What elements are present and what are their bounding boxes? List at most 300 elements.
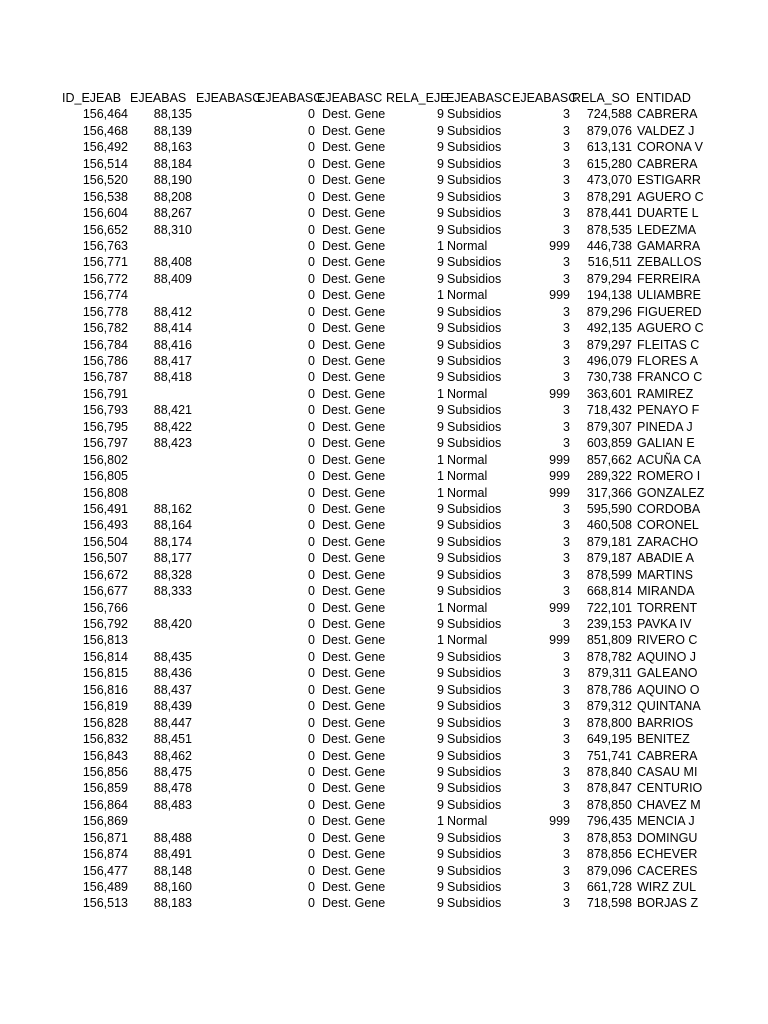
codigo-cell[interactable]: 3 [563,140,570,155]
id-cell[interactable]: 156,816 [82,682,128,697]
ejeabas-cell[interactable]: 88,414 [153,321,192,336]
tipo-cell[interactable]: Subsidios [447,715,502,730]
rela-eje-cell[interactable]: 9 [437,107,444,122]
zero-cell[interactable]: 0 [308,715,315,730]
codigo-cell[interactable]: 999 [549,238,570,253]
zero-cell[interactable]: 0 [308,847,315,862]
destino-cell[interactable]: Dest. Gene [322,584,386,599]
rela-eje-cell[interactable]: 1 [437,386,444,401]
rela-eje-cell[interactable]: 9 [437,551,444,566]
zero-cell[interactable]: 0 [308,469,315,484]
tipo-cell[interactable]: Subsidios [447,189,502,204]
rela-eje-cell[interactable]: 9 [437,732,444,747]
rela-so-cell[interactable]: 878,800 [586,715,632,730]
entidad-cell[interactable]: FIGUERED [637,304,702,319]
codigo-cell[interactable]: 3 [563,403,570,418]
destino-cell[interactable]: Dest. Gene [322,699,386,714]
destino-cell[interactable]: Dest. Gene [322,288,386,303]
rela-eje-cell[interactable]: 9 [437,501,444,516]
id-cell[interactable]: 156,507 [82,551,128,566]
zero-cell[interactable]: 0 [308,830,315,845]
rela-so-cell[interactable]: 879,296 [586,304,632,319]
zero-cell[interactable]: 0 [308,189,315,204]
rela-eje-cell[interactable]: 9 [437,715,444,730]
destino-cell[interactable]: Dest. Gene [322,732,386,747]
id-cell[interactable]: 156,791 [82,386,128,401]
ejeabas-cell[interactable]: 88,421 [153,403,192,418]
tipo-cell[interactable]: Subsidios [447,649,502,664]
entidad-cell[interactable]: BARRIOS [637,715,694,730]
entidad-cell[interactable]: ROMERO I [637,469,701,484]
rela-so-cell[interactable]: 595,590 [586,501,632,516]
tipo-cell[interactable]: Normal [447,452,488,467]
ejeabas-cell[interactable]: 88,478 [153,781,192,796]
codigo-cell[interactable]: 999 [549,485,570,500]
tipo-cell[interactable]: Subsidios [447,107,502,122]
codigo-cell[interactable]: 3 [563,123,570,138]
codigo-cell[interactable]: 3 [563,321,570,336]
id-cell[interactable]: 156,856 [82,764,128,779]
entidad-cell[interactable]: ZEBALLOS [637,255,702,270]
ejeabas-cell[interactable]: 88,177 [153,551,192,566]
rela-so-cell[interactable]: 796,435 [586,814,632,829]
zero-cell[interactable]: 0 [308,206,315,221]
entidad-cell[interactable]: AQUINO O [637,682,700,697]
entidad-cell[interactable]: WIRZ ZUL [637,880,697,894]
header-cell[interactable]: EJEABASC [196,91,262,105]
tipo-cell[interactable]: Subsidios [447,518,502,533]
tipo-cell[interactable]: Subsidios [447,847,502,862]
entidad-cell[interactable]: RIVERO C [637,633,698,648]
zero-cell[interactable]: 0 [308,436,315,451]
entidad-cell[interactable]: DOMINGU [637,830,698,845]
header-cell[interactable]: ID_EJEAB [62,91,122,105]
zero-cell[interactable]: 0 [308,288,315,303]
codigo-cell[interactable]: 3 [563,534,570,549]
zero-cell[interactable]: 0 [308,682,315,697]
codigo-cell[interactable]: 3 [563,880,570,894]
tipo-cell[interactable]: Subsidios [447,880,502,894]
codigo-cell[interactable]: 3 [563,781,570,796]
zero-cell[interactable]: 0 [308,255,315,270]
id-cell[interactable]: 156,795 [82,419,128,434]
rela-so-cell[interactable]: 878,853 [586,830,632,845]
tipo-cell[interactable]: Subsidios [447,354,502,368]
rela-eje-cell[interactable]: 1 [437,600,444,615]
rela-so-cell[interactable]: 878,847 [586,781,632,796]
id-cell[interactable]: 156,771 [82,255,128,270]
ejeabas-cell[interactable]: 88,135 [153,107,192,122]
codigo-cell[interactable]: 999 [549,452,570,467]
entidad-cell[interactable]: CORONA V [637,140,703,155]
tipo-cell[interactable]: Subsidios [447,764,502,779]
codigo-cell[interactable]: 3 [563,189,570,204]
entidad-cell[interactable]: ULIAMBRE [637,288,701,303]
rela-eje-cell[interactable]: 1 [437,633,444,648]
destino-cell[interactable]: Dest. Gene [322,321,386,336]
codigo-cell[interactable]: 3 [563,715,570,730]
id-cell[interactable]: 156,787 [82,370,128,385]
codigo-cell[interactable]: 3 [563,847,570,862]
id-cell[interactable]: 156,859 [82,781,128,796]
rela-eje-cell[interactable]: 9 [437,863,444,878]
codigo-cell[interactable]: 3 [563,337,570,352]
rela-eje-cell[interactable]: 9 [437,173,444,188]
id-cell[interactable]: 156,778 [82,304,128,319]
codigo-cell[interactable]: 999 [549,814,570,829]
id-cell[interactable]: 156,677 [82,584,128,599]
rela-eje-cell[interactable]: 1 [437,288,444,303]
id-cell[interactable]: 156,802 [82,452,128,467]
zero-cell[interactable]: 0 [308,304,315,319]
codigo-cell[interactable]: 3 [563,863,570,878]
id-cell[interactable]: 156,477 [82,863,128,878]
destino-cell[interactable]: Dest. Gene [322,107,386,122]
rela-so-cell[interactable]: 878,782 [586,649,632,664]
zero-cell[interactable]: 0 [308,633,315,648]
tipo-cell[interactable]: Normal [447,238,488,253]
id-cell[interactable]: 156,672 [82,567,128,582]
destino-cell[interactable]: Dest. Gene [322,501,386,516]
entidad-cell[interactable]: CHAVEZ M [637,797,701,812]
rela-eje-cell[interactable]: 9 [437,337,444,352]
entidad-cell[interactable]: AGUERO C [637,321,704,336]
destino-cell[interactable]: Dest. Gene [322,173,386,188]
entidad-cell[interactable]: CACERES [637,863,698,878]
zero-cell[interactable]: 0 [308,370,315,385]
destino-cell[interactable]: Dest. Gene [322,304,386,319]
ejeabas-cell[interactable]: 88,483 [153,797,192,812]
destino-cell[interactable]: Dest. Gene [322,452,386,467]
ejeabas-cell[interactable]: 88,184 [153,156,192,171]
codigo-cell[interactable]: 3 [563,370,570,385]
codigo-cell[interactable]: 3 [563,567,570,582]
codigo-cell[interactable]: 3 [563,501,570,516]
rela-eje-cell[interactable]: 9 [437,880,444,894]
destino-cell[interactable]: Dest. Gene [322,649,386,664]
id-cell[interactable]: 156,797 [82,436,128,451]
zero-cell[interactable]: 0 [308,156,315,171]
entidad-cell[interactable]: ABADIE A [637,551,694,566]
rela-so-cell[interactable]: 879,076 [586,123,632,138]
destino-cell[interactable]: Dest. Gene [322,337,386,352]
codigo-cell[interactable]: 999 [549,288,570,303]
entidad-cell[interactable]: QUINTANA [637,699,701,714]
rela-so-cell[interactable]: 730,738 [586,370,632,385]
tipo-cell[interactable]: Normal [447,600,488,615]
destino-cell[interactable]: Dest. Gene [322,830,386,845]
tipo-cell[interactable]: Subsidios [447,896,502,911]
codigo-cell[interactable]: 3 [563,206,570,221]
ejeabas-cell[interactable]: 88,333 [153,584,192,599]
header-cell[interactable]: RELA_EJE [386,91,449,105]
tipo-cell[interactable]: Subsidios [447,271,502,286]
tipo-cell[interactable]: Subsidios [447,666,502,681]
codigo-cell[interactable]: 3 [563,764,570,779]
entidad-cell[interactable]: MARTINS [637,567,694,582]
id-cell[interactable]: 156,782 [82,321,128,336]
entidad-cell[interactable]: CABRERA [637,156,698,171]
zero-cell[interactable]: 0 [308,123,315,138]
ejeabas-cell[interactable]: 88,408 [153,255,192,270]
rela-so-cell[interactable]: 878,856 [586,847,632,862]
destino-cell[interactable]: Dest. Gene [322,386,386,401]
entidad-cell[interactable]: GONZALEZ [637,485,705,500]
ejeabas-cell[interactable]: 88,462 [153,748,192,763]
rela-eje-cell[interactable]: 9 [437,682,444,697]
zero-cell[interactable]: 0 [308,797,315,812]
id-cell[interactable]: 156,504 [82,534,128,549]
zero-cell[interactable]: 0 [308,584,315,599]
destino-cell[interactable]: Dest. Gene [322,189,386,204]
tipo-cell[interactable]: Normal [447,469,488,484]
zero-cell[interactable]: 0 [308,518,315,533]
rela-eje-cell[interactable]: 9 [437,140,444,155]
tipo-cell[interactable]: Normal [447,386,488,401]
id-cell[interactable]: 156,828 [82,715,128,730]
ejeabas-cell[interactable]: 88,416 [153,337,192,352]
header-cell[interactable]: EJEABASC [317,91,383,105]
id-cell[interactable]: 156,763 [82,238,128,253]
rela-so-cell[interactable]: 857,662 [586,452,632,467]
entidad-cell[interactable]: RAMIREZ [637,386,694,401]
rela-eje-cell[interactable]: 9 [437,797,444,812]
id-cell[interactable]: 156,813 [82,633,128,648]
destino-cell[interactable]: Dest. Gene [322,567,386,582]
codigo-cell[interactable]: 3 [563,748,570,763]
rela-so-cell[interactable]: 460,508 [586,518,632,533]
entidad-cell[interactable]: CORONEL [637,518,699,533]
rela-so-cell[interactable]: 446,738 [586,238,632,253]
destino-cell[interactable]: Dest. Gene [322,123,386,138]
zero-cell[interactable]: 0 [308,173,315,188]
rela-so-cell[interactable]: 239,153 [586,617,632,631]
id-cell[interactable]: 156,491 [82,501,128,516]
tipo-cell[interactable]: Subsidios [447,403,502,418]
id-cell[interactable]: 156,819 [82,699,128,714]
entidad-cell[interactable]: CASAU MI [637,764,698,779]
rela-eje-cell[interactable]: 9 [437,255,444,270]
header-cell[interactable]: EJEABASC [512,91,578,105]
rela-so-cell[interactable]: 317,366 [586,485,632,500]
codigo-cell[interactable]: 3 [563,699,570,714]
codigo-cell[interactable]: 3 [563,518,570,533]
rela-eje-cell[interactable]: 9 [437,617,444,631]
destino-cell[interactable]: Dest. Gene [322,354,386,368]
rela-so-cell[interactable]: 878,535 [586,222,632,237]
entidad-cell[interactable]: PENAYO F [637,403,700,418]
destino-cell[interactable]: Dest. Gene [322,814,386,829]
destino-cell[interactable]: Dest. Gene [322,370,386,385]
entidad-cell[interactable]: TORRENT [637,600,698,615]
codigo-cell[interactable]: 3 [563,107,570,122]
tipo-cell[interactable]: Subsidios [447,140,502,155]
tipo-cell[interactable]: Normal [447,633,488,648]
zero-cell[interactable]: 0 [308,896,315,911]
ejeabas-cell[interactable]: 88,437 [153,682,192,697]
entidad-cell[interactable]: MIRANDA [637,584,695,599]
codigo-cell[interactable]: 3 [563,173,570,188]
zero-cell[interactable]: 0 [308,748,315,763]
rela-so-cell[interactable]: 878,786 [586,682,632,697]
rela-so-cell[interactable]: 878,599 [586,567,632,582]
ejeabas-cell[interactable]: 88,447 [153,715,192,730]
zero-cell[interactable]: 0 [308,321,315,336]
tipo-cell[interactable]: Subsidios [447,797,502,812]
ejeabas-cell[interactable]: 88,491 [153,847,192,862]
codigo-cell[interactable]: 3 [563,222,570,237]
rela-eje-cell[interactable]: 9 [437,222,444,237]
destino-cell[interactable]: Dest. Gene [322,206,386,221]
zero-cell[interactable]: 0 [308,764,315,779]
entidad-cell[interactable]: FLORES A [637,354,699,368]
zero-cell[interactable]: 0 [308,551,315,566]
codigo-cell[interactable]: 3 [563,896,570,911]
rela-so-cell[interactable]: 879,297 [586,337,632,352]
id-cell[interactable]: 156,538 [82,189,128,204]
rela-so-cell[interactable]: 194,138 [586,288,632,303]
codigo-cell[interactable]: 3 [563,255,570,270]
ejeabas-cell[interactable]: 88,267 [153,206,192,221]
entidad-cell[interactable]: VALDEZ J [637,123,695,138]
id-cell[interactable]: 156,784 [82,337,128,352]
rela-so-cell[interactable]: 649,195 [586,732,632,747]
id-cell[interactable]: 156,843 [82,748,128,763]
zero-cell[interactable]: 0 [308,814,315,829]
zero-cell[interactable]: 0 [308,880,315,894]
destino-cell[interactable]: Dest. Gene [322,485,386,500]
rela-eje-cell[interactable]: 9 [437,748,444,763]
id-cell[interactable]: 156,772 [82,271,128,286]
zero-cell[interactable]: 0 [308,140,315,155]
rela-so-cell[interactable]: 879,181 [586,534,632,549]
rela-eje-cell[interactable]: 9 [437,764,444,779]
rela-so-cell[interactable]: 879,096 [586,863,632,878]
id-cell[interactable]: 156,874 [82,847,128,862]
ejeabas-cell[interactable]: 88,475 [153,764,192,779]
entidad-cell[interactable]: MENCIA J [637,814,695,829]
entidad-cell[interactable]: ECHEVER [637,847,698,862]
id-cell[interactable]: 156,815 [82,666,128,681]
id-cell[interactable]: 156,805 [82,469,128,484]
header-cell[interactable]: EJEABASC [257,91,323,105]
rela-eje-cell[interactable]: 1 [437,452,444,467]
rela-so-cell[interactable]: 613,131 [586,140,632,155]
id-cell[interactable]: 156,871 [82,830,128,845]
ejeabas-cell[interactable]: 88,310 [153,222,192,237]
id-cell[interactable]: 156,864 [82,797,128,812]
ejeabas-cell[interactable]: 88,160 [153,880,192,894]
zero-cell[interactable]: 0 [308,501,315,516]
rela-eje-cell[interactable]: 9 [437,534,444,549]
tipo-cell[interactable]: Subsidios [447,156,502,171]
tipo-cell[interactable]: Subsidios [447,699,502,714]
codigo-cell[interactable]: 999 [549,469,570,484]
entidad-cell[interactable]: CORDOBA [637,501,701,516]
id-cell[interactable]: 156,869 [82,814,128,829]
zero-cell[interactable]: 0 [308,271,315,286]
tipo-cell[interactable]: Normal [447,485,488,500]
id-cell[interactable]: 156,514 [82,156,128,171]
rela-so-cell[interactable]: 878,441 [586,206,632,221]
entidad-cell[interactable]: FRANCO C [637,370,703,385]
destino-cell[interactable]: Dest. Gene [322,551,386,566]
rela-eje-cell[interactable]: 9 [437,304,444,319]
tipo-cell[interactable]: Subsidios [447,370,502,385]
zero-cell[interactable]: 0 [308,649,315,664]
ejeabas-cell[interactable]: 88,417 [153,354,192,368]
tipo-cell[interactable]: Subsidios [447,682,502,697]
ejeabas-cell[interactable]: 88,148 [153,863,192,878]
entidad-cell[interactable]: BENITEZ [637,732,690,747]
entidad-cell[interactable]: GALIAN E [637,436,695,451]
ejeabas-cell[interactable]: 88,412 [153,304,192,319]
destino-cell[interactable]: Dest. Gene [322,238,386,253]
ejeabas-cell[interactable]: 88,328 [153,567,192,582]
rela-eje-cell[interactable]: 1 [437,469,444,484]
codigo-cell[interactable]: 3 [563,584,570,599]
entidad-cell[interactable]: AQUINO J [637,649,697,664]
codigo-cell[interactable]: 999 [549,633,570,648]
id-cell[interactable]: 156,786 [82,354,128,368]
rela-so-cell[interactable]: 516,511 [587,255,632,270]
id-cell[interactable]: 156,652 [82,222,128,237]
tipo-cell[interactable]: Subsidios [447,206,502,221]
zero-cell[interactable]: 0 [308,354,315,368]
id-cell[interactable]: 156,493 [82,518,128,533]
header-cell[interactable]: EJEABAS [130,91,187,105]
codigo-cell[interactable]: 3 [563,419,570,434]
id-cell[interactable]: 156,468 [82,123,128,138]
tipo-cell[interactable]: Subsidios [447,222,502,237]
rela-so-cell[interactable]: 751,741 [586,748,632,763]
rela-eje-cell[interactable]: 9 [437,271,444,286]
ejeabas-cell[interactable]: 88,423 [153,436,192,451]
tipo-cell[interactable]: Subsidios [447,781,502,796]
rela-so-cell[interactable]: 722,101 [586,600,632,615]
zero-cell[interactable]: 0 [308,699,315,714]
id-cell[interactable]: 156,814 [82,649,128,664]
tipo-cell[interactable]: Subsidios [447,863,502,878]
tipo-cell[interactable]: Subsidios [447,584,502,599]
ejeabas-cell[interactable]: 88,436 [153,666,192,681]
ejeabas-cell[interactable]: 88,439 [153,699,192,714]
ejeabas-cell[interactable]: 88,190 [153,173,192,188]
id-cell[interactable]: 156,513 [82,896,128,911]
destino-cell[interactable]: Dest. Gene [322,847,386,862]
rela-eje-cell[interactable]: 9 [437,781,444,796]
rela-eje-cell[interactable]: 9 [437,436,444,451]
rela-so-cell[interactable]: 615,280 [586,156,632,171]
destino-cell[interactable]: Dest. Gene [322,666,386,681]
rela-so-cell[interactable]: 289,322 [586,469,632,484]
id-cell[interactable]: 156,604 [82,206,128,221]
zero-cell[interactable]: 0 [308,781,315,796]
entidad-cell[interactable]: GAMARRA [637,238,701,253]
tipo-cell[interactable]: Subsidios [447,436,502,451]
rela-so-cell[interactable]: 724,588 [586,107,632,122]
entidad-cell[interactable]: AGUERO C [637,189,704,204]
codigo-cell[interactable]: 999 [549,600,570,615]
zero-cell[interactable]: 0 [308,452,315,467]
ejeabas-cell[interactable]: 88,164 [153,518,192,533]
codigo-cell[interactable]: 3 [563,617,570,631]
tipo-cell[interactable]: Subsidios [447,321,502,336]
zero-cell[interactable]: 0 [308,238,315,253]
codigo-cell[interactable]: 3 [563,436,570,451]
ejeabas-cell[interactable]: 88,409 [153,271,192,286]
id-cell[interactable]: 156,766 [82,600,128,615]
